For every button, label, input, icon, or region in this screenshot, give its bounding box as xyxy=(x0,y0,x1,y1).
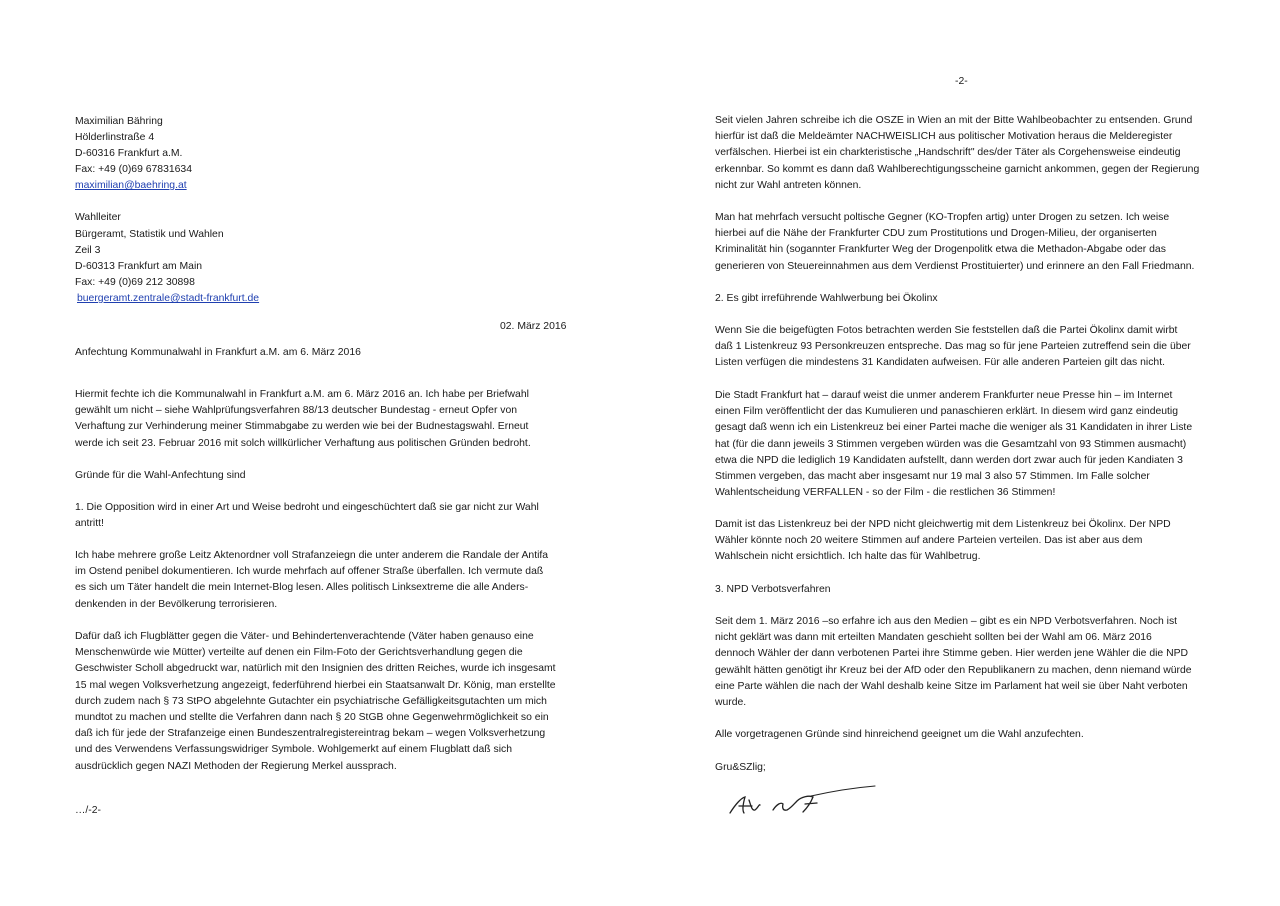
paragraph: 1. Die Opposition wird in einer Art und Weise bedroht und eingeschüchtert daß sie gar nicht zur Wahl antritt! xyxy=(75,502,539,530)
sender-street: Hölderlinstraße 4 xyxy=(75,132,155,143)
recipient-email-link[interactable]: buergeramt.zentrale@stadt-frankfurt.de xyxy=(77,293,260,304)
paragraph: Damit ist das Listenkreuz bei der NPD nicht gleichwertig mit dem Listenkreuz bei Ökolinx. Der NPD Wähler könnte noch 20 weitere Stimmen auf andere Parteien verteilen. Das ist aber aus dem Wahlschein nicht ersichtlich. Ich halte das für Wahlbetrug. xyxy=(715,519,1171,563)
paragraph: Seit dem 1. März 2016 –so erfahre ich aus den Medien – gibt es ein NPD Verbotsverfahren. Noch ist nicht geklärt was dann mit erteilten Mandaten geschieht sollten bei der Wahl am 06. März 2016 dennoch Wähler der dann verbotenen Partei ihre Stimme geben. Hier werden jene Wähler die die NPD gewählt hätten genötigt ihr Kreuz bei der AfD oder den Republikanern zu machen, denn niemand würde eine Parte wählen die nach der Wahl deshalb keine Sitze im Parlament hat weil sie über Naht verboten wurde. xyxy=(715,616,1192,709)
paragraph: Alle vorgetragenen Gründe sind hinreichend geeignet um die Wahl anzufechten. xyxy=(715,729,1084,740)
paragraph: Wenn Sie die beigefügten Fotos betrachten werden Sie feststellen daß die Partei Ökolinx damit wirbt daß 1 Listenkreuz 93 Personkreuzen entspreche. Das mag so für jene Parteien zutreffend sein die über Listen verfügen die mindestens 31 Kandidaten aufweisen. Für alle anderen Parteien gilt das nicht. xyxy=(715,325,1191,369)
sender-city: D-60316 Frankfurt a.M. xyxy=(75,148,183,159)
closing-greeting: Gru&SZlig; xyxy=(715,762,766,773)
letter-page-1 xyxy=(75,0,575,906)
letter-page-2 xyxy=(715,0,1215,906)
section-heading: 2. Es gibt irreführende Wahlwerbung bei Ökolinx xyxy=(715,293,938,304)
paragraph: Die Stadt Frankfurt hat – darauf weist die unmer anderem Frankfurter neue Presse hin – im Internet einen Film veröffentlicht der das Kumulieren und panaschieren erklärt. In diesem wird ganz eindeutig gesagt daß wenn ich ein Listenkreuz bei einer Partei mache die weniger als 31 Kandidaten in ihrer Liste hat (für die dann jeweils 3 Stimmen vergeben würden was die Gesamtzahl von 93 Stimmen ausmacht) etwa die NPD die lediglich 19 Kandidaten aufstellt, dann werden dort zwar auch für jeden Kandiaten 3 Stimmen vergeben, das macht aber insgesamt nur 19 mal 3 also 57 Stimmen. Im Falle solcher Wahlentscheidung VERFALLEN - so der Film - die restlichen 36 Stimmen! xyxy=(715,390,1193,499)
sender-fax: Fax: +49 (0)69 67831634 xyxy=(75,164,192,175)
paragraph: Ich habe mehrere große Leitz Aktenordner voll Strafanzeiegn die unter anderem die Randale der Antifa im Ostend penibel dokumentieren. Ich wurde mehrfach auf offener Straße überfallen. Ich vermute daß es sich um Täter handelt die mein Internet-Blog lesen. Alles politisch Linksextreme die alle Anders- denkenden in der Bevölkerung terrorisieren. xyxy=(75,550,549,610)
recipient-city: D-60313 Frankfurt am Main xyxy=(75,261,203,272)
paragraph: Seit vielen Jahren schreibe ich die OSZE in Wien an mit der Bitte Wahlbeobachter zu entsenden. Grund hierfür ist daß die Meldeämter NACHWEISLICH aus politischer Motivation heraus die Melderegister verfälschen. Hierbei ist ein charkteristische „Handschrift" des/der Täter als Corgehensweise eindeutig erkennbar. So kommt es dann daß Wahlberechtigungsscheine garnicht ankommen, gegen der Regierung nicht zur Wahl antreten können. xyxy=(715,115,1200,191)
recipient-fax: Fax: +49 (0)69 212 30898 xyxy=(75,277,195,288)
letter-date: 02. März 2016 xyxy=(500,321,567,332)
recipient-office: Bürgeramt, Statistik und Wahlen xyxy=(75,229,224,240)
sender-name: Maximilian Bähring xyxy=(75,116,163,127)
page-continuation: …/-2- xyxy=(75,805,101,816)
recipient-street: Zeil 3 xyxy=(75,245,101,256)
section-heading: Gründe für die Wahl-Anfechtung sind xyxy=(75,470,246,481)
page-number: -2- xyxy=(955,76,968,87)
letter-subject: Anfechtung Kommunalwahl in Frankfurt a.M. am 6. März 2016 xyxy=(75,347,361,358)
recipient-title: Wahlleiter xyxy=(75,212,121,223)
handwritten-signature xyxy=(725,780,885,820)
sender-email-link[interactable]: maximilian@baehring.at xyxy=(75,180,187,191)
paragraph: Hiermit fechte ich die Kommunalwahl in Frankfurt a.M. am 6. März 2016 an. Ich habe per Briefwahl gewählt um nicht – siehe Wahlprüfungsverfahren 88/13 deutscher Bundestag - erneut Opfer von Verhaftung zur Verhinderung meiner Stimmabgabe zu werden wie bei der Budnestagswahl. Erneut werde ich seit 23. Februar 2016 mit solch willkürlicher Verhaftung aus politischen Gründen bedroht. xyxy=(75,389,531,449)
paragraph: Dafür daß ich Flugblätter gegen die Väter- und Behindertenverachtende (Väter haben genauso eine Menschenwürde wie Mütter) verteilte auf denen ein Film-Foto der Gerichtsverhandlung gegen die Geschwister Scholl abgedruckt war, natürlich mit den Insignien des dritten Reiches, wurde ich insgesamt 15 mal wegen Volksverhetzung angezeigt, federführend hierbei ein Staatsanwalt Dr. König, man erstellte durch zudem nach § 73 StPO abgelehnte Gutachter ein psychiatrische Gefälligkeitsgutachten um mich mundtot zu machen und stellte die Verfahren dann nach § 20 StGB ohne Gegenwehrmöglichkeit so ein daß ich für jede der Strafanzeige einen Bundeszentralregistereintrag bekam – wegen Volksverhetzung und des Verwendens Verfassungswidriger Symbole. Wohlgemerkt auf einem Flugblatt daß sich ausdrücklich gegen NAZI Methoden der Regierung Merkel aussprach. xyxy=(75,631,556,772)
section-heading: 3. NPD Verbotsverfahren xyxy=(715,584,831,595)
paragraph: Man hat mehrfach versucht poltische Gegner (KO-Tropfen artig) unter Drogen zu setzen. Ich weise hierbei auf die Nähe der Frankfurter CDU zum Prostitutions und Drogen-Milieu, der organiserten Kriminalität hin (sogannter Frankfurter Weg der Drogenpolitk etwa die Methadon-Abgabe oder das generieren von Steuereinnahmen aus dem Verdienst Prostituierter) und erinnere an den Fall Friedmann. xyxy=(715,212,1195,272)
